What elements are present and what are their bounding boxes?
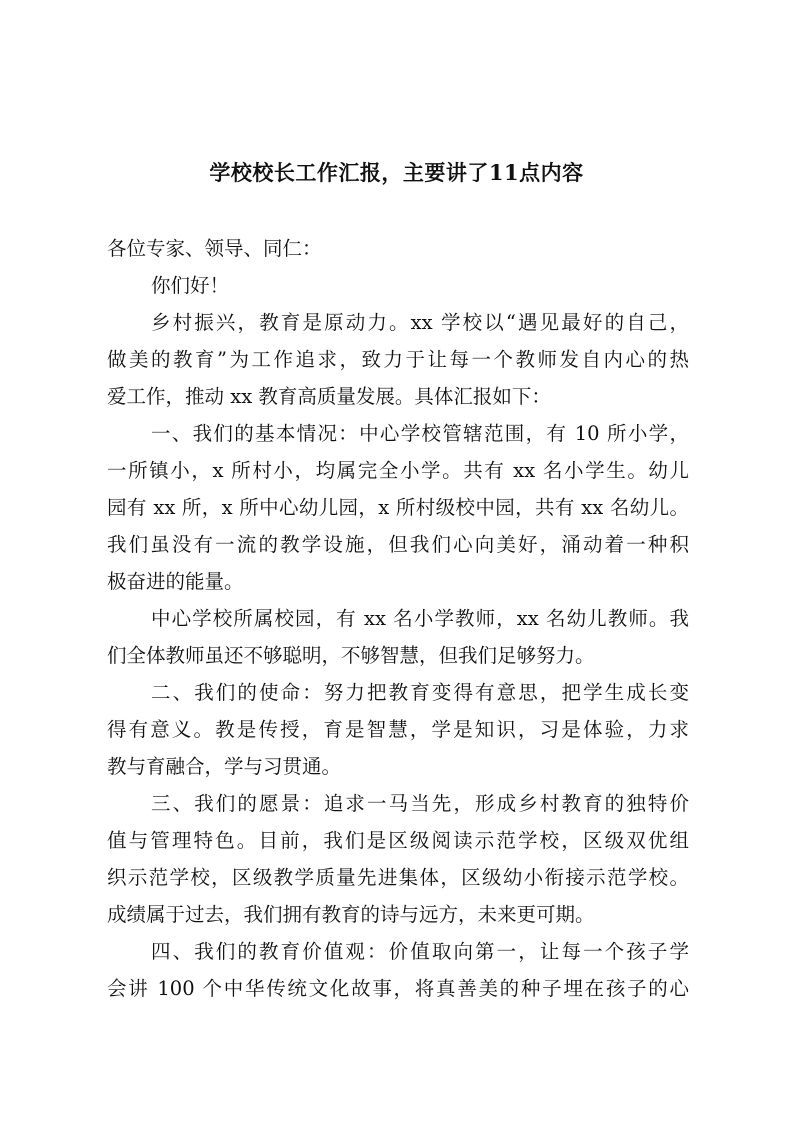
text-line: 成绩属于过去，我们拥有教育的诗与远方，未来更可期。 xyxy=(107,903,595,926)
paragraph xyxy=(107,271,689,308)
paragraph xyxy=(107,604,689,678)
text-line: 中心学校所属校园，有 xx 名小学教师，xx 名幼儿教师。我 xyxy=(151,607,689,630)
paragraph xyxy=(107,937,689,1011)
text-line: 一所镇小，x 所村小，均属完全小学。共有 xx 名小学生。幼儿 xyxy=(107,459,689,482)
paragraph xyxy=(107,234,689,271)
paragraph xyxy=(107,308,689,419)
paragraph xyxy=(107,419,689,604)
text-line: 织示范学校，区级教学质量先进集体，区级幼小衔接示范学校。 xyxy=(107,866,689,889)
text-line: 得有意义。教是传授，育是智慧，学是知识，习是体验，力求 xyxy=(107,718,689,741)
text-line: 园有 xx 所，x 所中心幼儿园，x 所村级校中园，共有 xx 名幼儿。 xyxy=(107,496,689,519)
text-line: 爱工作，推动 xx 教育高质量发展。具体汇报如下： xyxy=(107,385,551,408)
text-line: 我们虽没有一流的教学设施，但我们心向美好，涌动着一种积 xyxy=(107,533,689,556)
text-line: 会讲 100 个中华传统文化故事，将真善美的种子埋在孩子的心 xyxy=(107,977,689,1000)
document-title: 学校校长工作汇报，主要讲了11点内容 xyxy=(209,160,584,185)
text-line: 们全体教师虽还不够聪明，不够智慧，但我们足够努力。 xyxy=(107,644,595,667)
text-line: 你们好！ xyxy=(151,274,230,297)
text-line: 极奋进的能量。 xyxy=(107,570,244,593)
text-line: 值与管理特色。目前，我们是区级阅读示范学校，区级双优组 xyxy=(107,829,689,852)
text-line: 一、我们的基本情况：中心学校管辖范围，有 10 所小学， xyxy=(151,422,689,445)
document-body xyxy=(107,234,689,1011)
text-line: 二、我们的使命：努力把教育变得有意思，把学生成长变 xyxy=(151,681,689,704)
text-line: 三、我们的愿景：追求一马当先，形成乡村教育的独特价 xyxy=(151,792,689,815)
paragraph xyxy=(107,678,689,789)
text-line: 教与育融合，学与习贯通。 xyxy=(107,755,342,778)
text-line: 各位专家、领导、同仁： xyxy=(107,237,322,260)
paragraph xyxy=(107,789,689,937)
text-line: 做美的教育”为工作追求，致力于让每一个教师发自内心的热 xyxy=(107,348,689,371)
text-line: 四、我们的教育价值观：价值取向第一，让每一个孩子学 xyxy=(151,940,689,963)
text-line: 乡村振兴，教育是原动力。xx 学校以“遇见最好的自己， xyxy=(151,311,689,334)
